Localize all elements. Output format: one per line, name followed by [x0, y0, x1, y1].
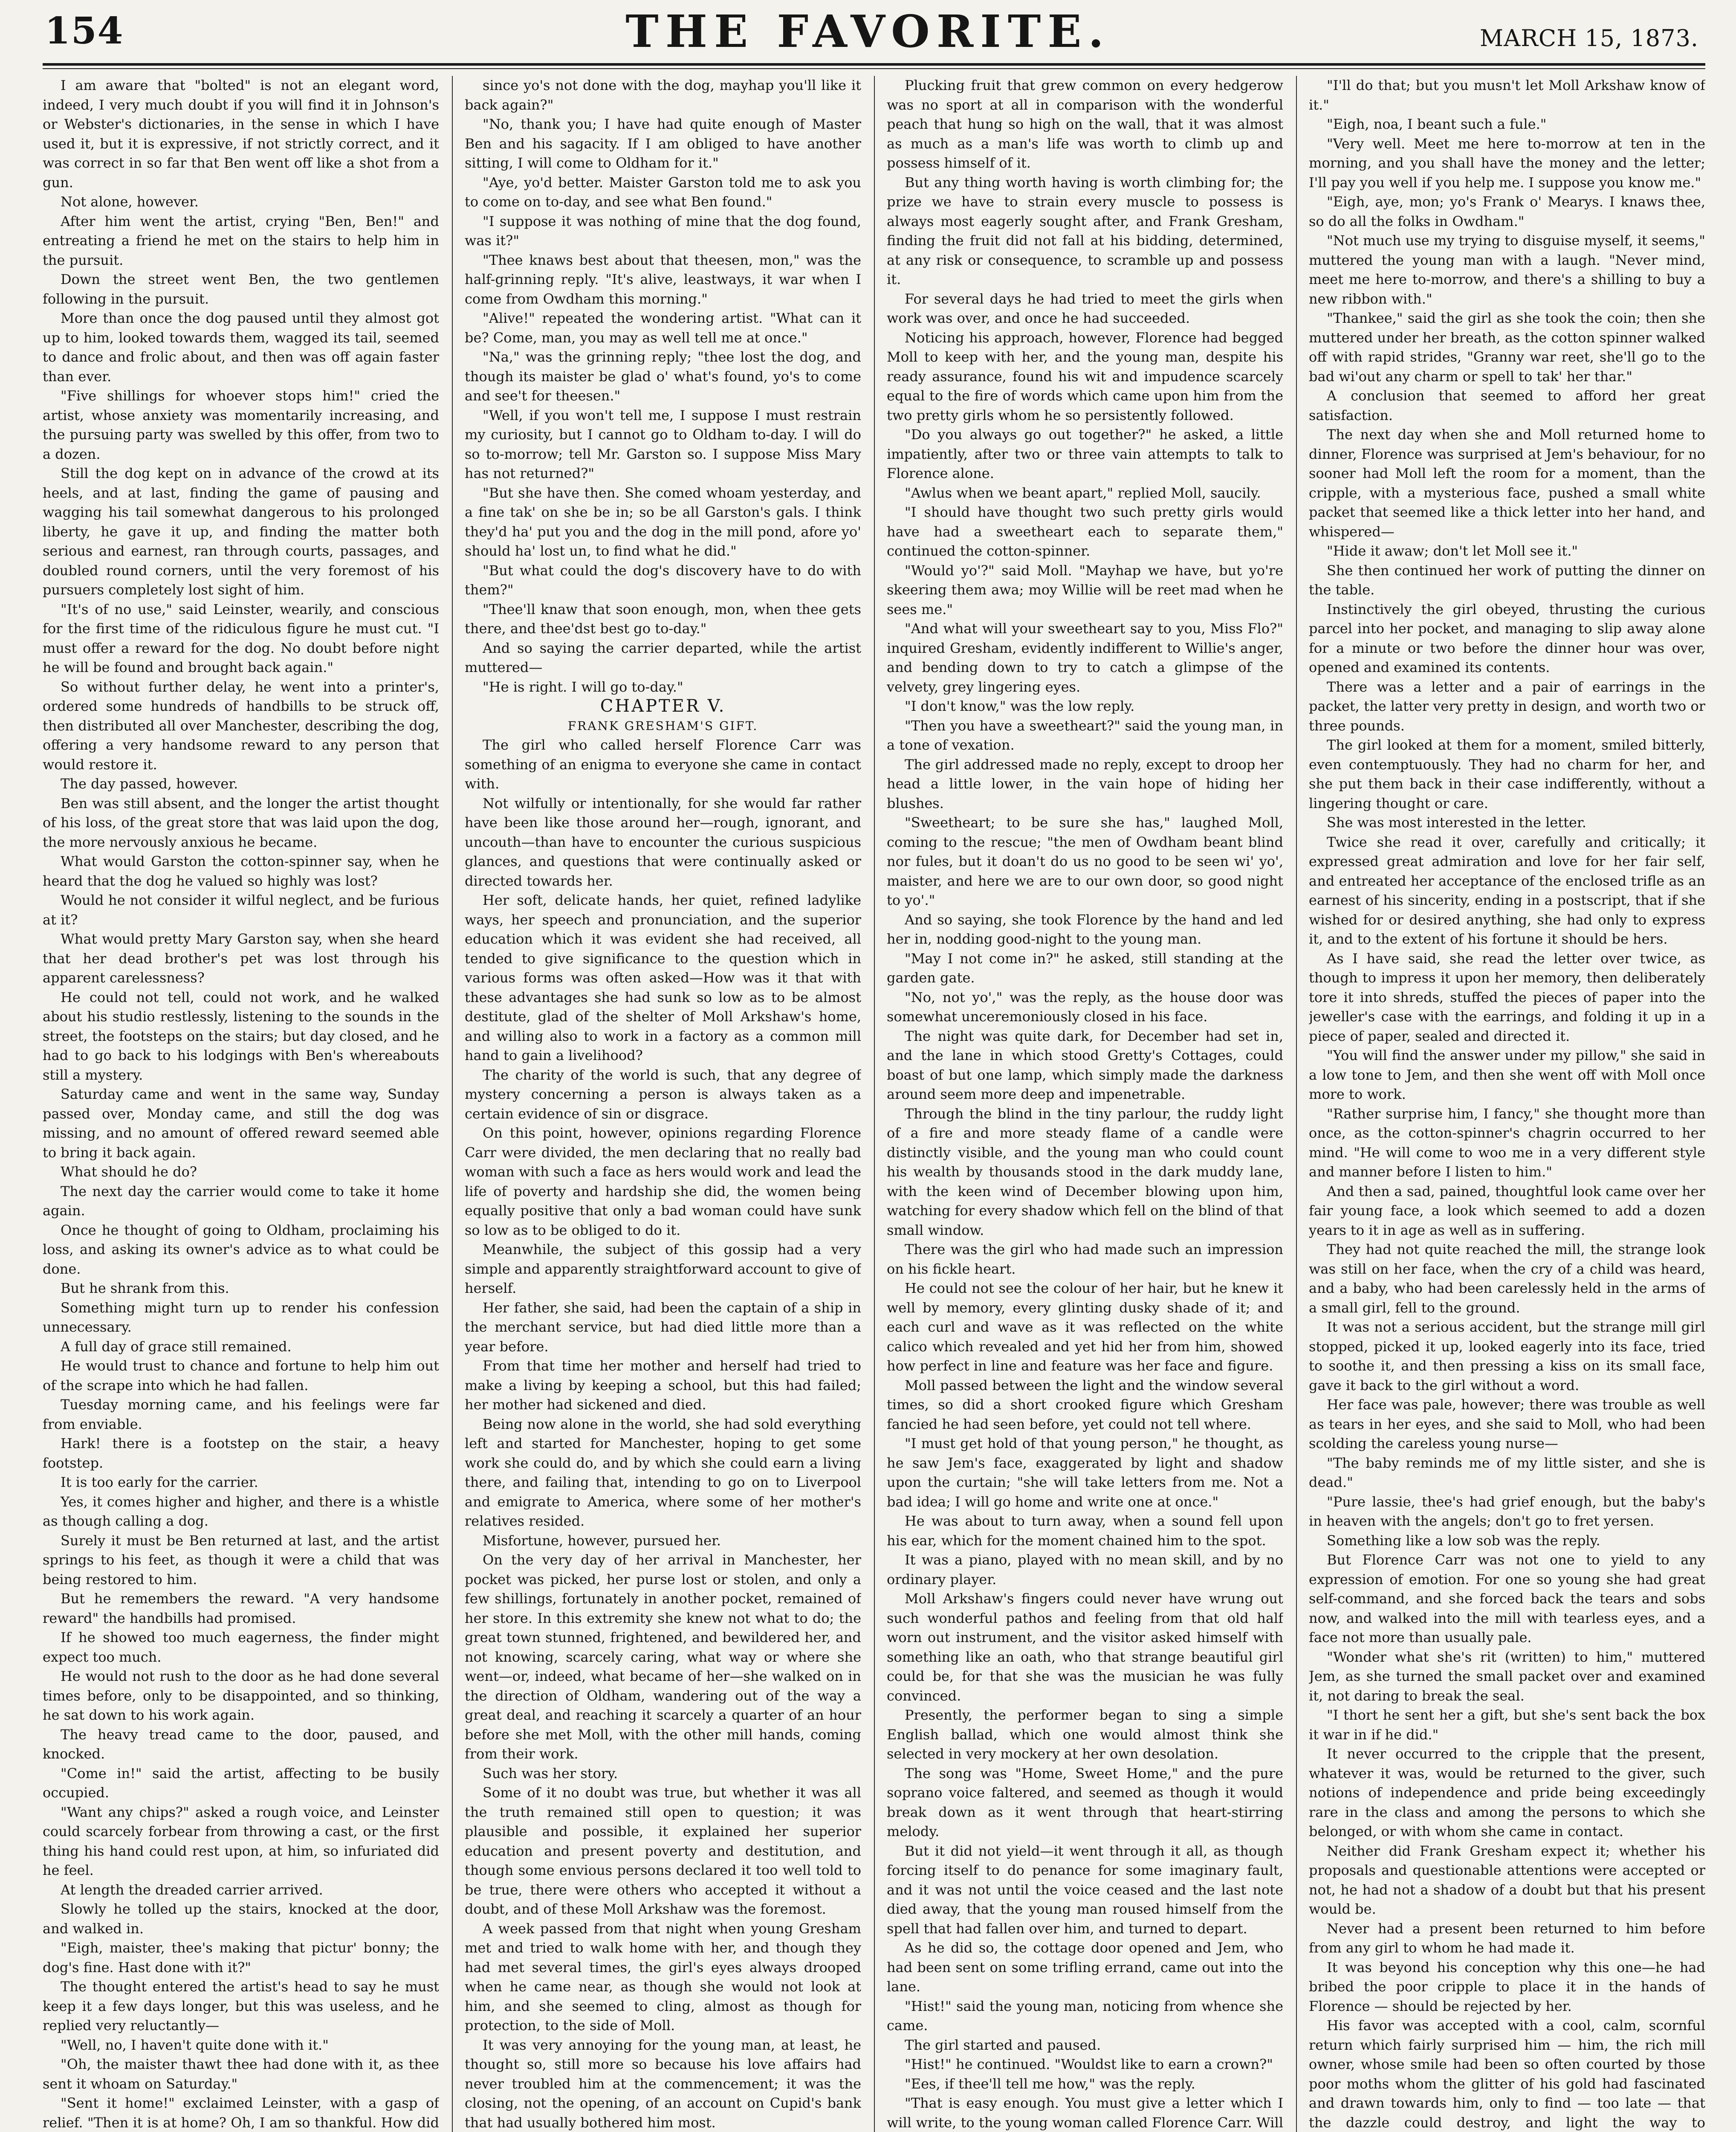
paragraph: He was about to turn away, when a sound fell upon his ear, which for the moment chained him to the spot.	[887, 1513, 1283, 1549]
paragraph: There was a letter and a pair of earrings in the packet, the latter very pretty in design, and worth two or three pounds.	[1309, 678, 1705, 734]
masthead-title: THE FAVORITE.	[625, 5, 1111, 58]
paragraph: It was very annoying for the young man, at least, he thought so, still more so because his love affairs had never troubled him at the commencement; it was the closing, not the opening, of an account on Cupid's bank that had usually bothered him most.	[465, 2036, 861, 2131]
paragraph: And then a sad, pained, thoughtful look came over her fair young face, a look which seemed to add a dozen years to it in age as well as in suffering.	[1309, 1183, 1705, 1238]
paragraph: Her father, she said, had been the captain of a ship in the merchant service, but had died little more than a year before.	[465, 1299, 861, 1355]
paragraph: "May I not come in?" he asked, still standing at the garden gate.	[887, 950, 1283, 986]
paragraph: Ben was still absent, and the longer the artist thought of his loss, of the great store that was laid upon the dog, the more nervously anxious he became.	[43, 795, 439, 850]
paragraph: "Na," was the grinning reply; "thee lost the dog, and though its maister be glad o' what's found, yo's to come and see't for theesen."	[465, 349, 861, 404]
paragraph: Presently, the performer began to sing a simple English ballad, which one would almost think she selected in very mockery at her own desolation.	[887, 1707, 1283, 1762]
paragraph: "Five shillings for whoever stops him!" cried the artist, whose anxiety was momentarily increasing, and the pursuing party was swelled by this offer, from two to a dozen.	[43, 388, 439, 462]
paragraph: But he remembers the reward. "A very handsome reward" the handbills had promised.	[43, 1590, 439, 1626]
paragraph: He could not tell, could not work, and he walked about his studio restlessly, listening to the sounds in the street, the footsteps on the stairs; but day closed, and he had to go back to his lodgings with Ben's whereabouts still a mystery.	[43, 989, 439, 1083]
paragraph: The thought entered the artist's head to say he must keep it a few days longer, but this was useless, and he replied very reluctantly—	[43, 1978, 439, 2034]
paragraph: Meanwhile, the subject of this gossip had a very simple and apparently straightforward account to give of herself.	[465, 1241, 861, 1296]
paragraph: "I'll do that; but you musn't let Moll Arkshaw know of it."	[1309, 77, 1705, 113]
paragraph: Something like a low sob was the reply.	[1327, 1532, 1600, 1549]
paragraph: Moll passed between the light and the window several times, so did a short crooked figure which Gresham fancied he had seen before, yet could not tell where.	[887, 1377, 1283, 1432]
paragraph: But it did not yield—it went through it all, as though forcing itself to do penance for some imaginary fault, and it was not until the voice ceased and the last note died away, that the young man roused himself from the spell that had fallen over him, and turned to depart.	[887, 1842, 1283, 1937]
paragraph: What would Garston the cotton-spinner say, when he heard that the dog he valued so highly was lost?	[43, 853, 439, 889]
paragraph: "Come in!" said the artist, affecting to be busily occupied.	[43, 1765, 439, 1801]
paragraph: Such was her story.	[483, 1765, 618, 1781]
page-number: 154	[45, 9, 124, 52]
paragraph: If he showed too much eagerness, the finder might expect too much.	[43, 1629, 439, 1665]
paragraph: The girl looked at them for a moment, smiled bitterly, even contemptuously. They had no charm for her, and she put them back in their case indifferently, without a lingering thought or care.	[1309, 737, 1705, 811]
paragraph: Her soft, delicate hands, her quiet, refined ladylike ways, her speech and pronunciation, and the superior education which it was evident she had received, all tended to give significance to the question which in various forms was often asked—How was it that with these advantages she had sunk so low as to be almost destitute, glad of the shelter of Moll Arkshaw's home, and willing also to work in a factory as a common mill hand to gain a livelihood?	[465, 892, 861, 1063]
paragraph: "Eigh, maister, thee's making that pictur' bonny; the dog's fine. Hast done with it?"	[43, 1940, 439, 1976]
paragraph: "Hist!" he continued. "Wouldst like to earn a crown?"	[905, 2056, 1273, 2072]
paragraph: The girl started and paused.	[905, 2036, 1101, 2053]
paragraph: More than once the dog paused until they almost got up to him, looked towards them, wagged its tail, seemed to dance and frolic about, and then was off again faster than ever.	[43, 310, 439, 385]
paragraph: He would trust to chance and fortune to help him out of the scrape into which he had fallen.	[43, 1358, 439, 1393]
paragraph: "Want any chips?" asked a rough voice, and Leinster could scarcely forbear from throwing a cast, or the first thing his hand could rest upon, at him, so infuriated did he feel.	[43, 1804, 439, 1878]
paragraph: He would not rush to the door as he had done several times before, only to be disappointed, and so thinking, he sat down to his work again.	[43, 1668, 439, 1723]
paragraph: Tuesday morning came, and his feelings were far from enviable.	[43, 1396, 439, 1432]
paragraph: "I don't know," was the low reply.	[905, 698, 1135, 714]
paragraph: "Alive!" repeated the wondering artist. "What can it be? Come, man, you may as well tell me at once."	[465, 310, 861, 346]
paragraph: But Florence Carr was not one to yield to any expression of emotion. For one so young she had great self-command, and she forced back the tears and sobs now, and walked into the mill with tearless eyes, and a face not more than usually pale.	[1309, 1552, 1705, 1645]
column-divider	[452, 76, 453, 2132]
paragraph: "I should have thought two such pretty girls would have had a sweetheart each to separate them," continued the cotton-spinner.	[887, 504, 1283, 559]
paragraph: Slowly he tolled up the stairs, knocked at the door, and walked in.	[43, 1901, 439, 1937]
paragraph: Neither did Frank Gresham expect it; whether his proposals and questionable attentions were accepted or not, he had not a shadow of a doubt but that his present would be.	[1309, 1842, 1705, 1917]
paragraph: On the very day of her arrival in Manchester, her pocket was picked, her purse lost or stolen, and only a few shillings, fortunately in another pocket, remained of her store. In this extremity she knew not what to do; the great town stunned, frightened, and bewildered her, and not knowing, scarcely caring, what way or where she went—or, indeed, what became of her—she walked on in the direction of Oldham, wandering out of the way a great deal, and reaching it scarcely a quarter of an hour before she met Moll, with the other mill hands, coming from their work.	[465, 1552, 861, 1762]
paragraph: "Well, no, I haven't quite done with it."	[61, 2036, 329, 2053]
paragraph: It never occurred to the cripple that the present, whatever it was, would be returned to the giver, such notions of independence and pride being exceedingly rare in the class and among the persons to which she belonged, or with whom she came in contact.	[1309, 1746, 1705, 1839]
paragraph: The song was "Home, Sweet Home," and the pure soprano voice faltered, and seemed as though it would break down as it went through that heart-stirring melody.	[887, 1765, 1283, 1839]
paragraph: From that time her mother and herself had tried to make a living by keeping a school, but this had failed; her mother had sickened and died.	[465, 1358, 861, 1413]
header-rule-thick	[43, 63, 1705, 66]
column-2	[465, 76, 861, 2132]
paragraph: "Sweetheart; to be sure she has," laughed Moll, coming to the rescue; "the men of Owdham beant blind nor fules, but it doan't do us no good to be seen wi' yo', maister, and here we are to our own door, so good night to yo'."	[887, 814, 1283, 908]
paragraph: She was most interested in the letter.	[1327, 814, 1586, 831]
paragraph: "No, thank you; I have had quite enough of Master Ben and his sagacity. If I am obliged to have another sitting, I will come to Oldham for it."	[465, 116, 861, 171]
paragraph: Not alone, however.	[61, 194, 199, 210]
paragraph: Through the blind in the tiny parlour, the ruddy light of a fire and more steady flame of a candle were distinctly visible, and the young man who could count his wealth by thousands stood in the dark muddy lane, with the keen wind of December blowing upon him, watching for every shadow which fell on the blind of that small window.	[887, 1105, 1283, 1238]
paragraph: So without further delay, he went into a printer's, ordered some hundreds of handbills to be struck off, then distributed all over Manchester, describing the dog, offering a very handsome reward to any person that would restore it.	[43, 678, 439, 773]
paragraph: Never had a present been returned to him before from any girl to whom he had made it.	[1309, 1920, 1705, 1956]
paragraph: "Thee'll knaw that soon enough, mon, when thee gets there, and thee'dst best go to-day."	[465, 601, 861, 637]
column-4	[1309, 76, 1705, 2132]
paragraph: Saturday came and went in the same way, Sunday passed over, Monday came, and still the dog was missing, and no amount of offered reward seemed able to bring it back again.	[43, 1086, 439, 1161]
paragraph: Her face was pale, however; there was trouble as well as tears in her eyes, and she said to Moll, who had been scolding the careless young nurse—	[1309, 1396, 1705, 1451]
page-header	[0, 0, 1736, 64]
paragraph: "Eigh, aye, mon; yo's Frank o' Mearys. I knaws thee, so do all the folks in Owdham."	[1309, 194, 1705, 229]
paragraph: But he shrank from this.	[61, 1280, 229, 1296]
paragraph: "Sent it home!" exclaimed Leinster, with a gasp of relief. "Then it is at home? Oh, I am so thankful. How did	[43, 2095, 439, 2131]
paragraph: A conclusion that seemed to afford her great satisfaction.	[1309, 388, 1705, 423]
paragraph: A week passed from that night when young Gresham met and tried to walk home with her, and though they had met several times, the girl's eyes always drooped when he came near, as though she would not look at him, and she seemed to cling, almost as though for protection, to the side of Moll.	[465, 1920, 861, 2034]
paragraph: Being now alone in the world, she had sold everything left and started for Manchester, hoping to get some work she could do, and by which she could earn a living there, and failing that, intending to go on to Liverpool and emigrate to America, where some of her mother's relatives resided.	[465, 1416, 861, 1529]
paragraph: The heavy tread came to the door, paused, and knocked.	[43, 1726, 439, 1762]
issue-date: MARCH 15, 1873.	[1479, 25, 1698, 52]
paragraph: "But she have then. She comed whoam yesterday, and a fine tak' on she be in; so be all Garston's gals. I think they'd ha' put you and the dog in the mill pond, afore yo' should ha' lost un, to find what he did."	[465, 484, 861, 559]
paragraph: "Awlus when we beant apart," replied Moll, saucily.	[905, 484, 1261, 501]
paragraph: Down the street went Ben, the two gentlemen following in the pursuit.	[43, 271, 439, 307]
paragraph: Noticing his approach, however, Florence had begged Moll to keep with her, and the young man, despite his ready assurance, found his wit and impudence scarcely equal to the fire of words which came upon him from the two pretty girls whom he so persistently followed.	[887, 329, 1283, 423]
paragraph: What should he do?	[61, 1164, 197, 1180]
paragraph: "That is easy enough. You must give a letter which I will write, to the young woman called Florence Carr. Will	[887, 2095, 1283, 2131]
paragraph: "Wonder what she's rit (written) to him," muttered Jem, as she turned the small packet over and examined it, not daring to break the seal.	[1309, 1648, 1705, 1704]
paragraph: Something might turn up to render his confession unnecessary.	[43, 1299, 439, 1335]
paragraph: "Rather surprise him, I fancy," she thought more than once, as the cotton-spinner's chagrin occurred to her mind. "He will come to woo me in a very different style and manner before I listen to him."	[1309, 1105, 1705, 1180]
paragraph: It is too early for the carrier.	[61, 1474, 258, 1490]
paragraph: Instinctively the girl obeyed, thrusting the curious parcel into her pocket, and managing to slip away alone for a minute or two before the dinner hour was over, opened and examined its contents.	[1309, 601, 1705, 675]
chapter-heading: CHAPTER V.	[600, 696, 726, 716]
paragraph: At length the dreaded carrier arrived.	[61, 1881, 323, 1898]
paragraph: "Hide it awaw; don't let Moll see it."	[1327, 543, 1578, 559]
paragraph: She then continued her work of putting the dinner on the table.	[1309, 562, 1705, 598]
paragraph: His favor was accepted with a cool, calm, scornful return which fairly surprised him — him, the rich mill owner, whose smile had been so often courted by those poor moths whom the glitter of his gold had fascinated and drawn towards him, only to find — too late — that the dazzle could destroy, and light the way to	[1309, 2017, 1705, 2131]
paragraph: "He is right. I will go to-day."	[483, 678, 683, 695]
paragraph: Twice she read it over, carefully and critically; it expressed great admiration and love for her fair self, and entreated her acceptance of the enclosed trifle as an earnest of his sincerity, ending in a postscript, that if she wished for or desired anything, she had only to express it, and to the extent of his fortune it should be hers.	[1309, 834, 1705, 947]
paragraph: And so saying, she took Florence by the hand and led her in, nodding good-night to the young man.	[887, 911, 1283, 947]
text-columns	[43, 76, 1705, 2132]
paragraph: The day passed, however.	[61, 776, 238, 792]
paragraph: Hark! there is a footstep on the stair, a heavy footstep.	[43, 1435, 439, 1471]
paragraph: "And what will your sweetheart say to you, Miss Flo?" inquired Gresham, evidently indifferent to Willie's anger, and bending down to try to catch a glimpse of the velvety, grey lingering eyes.	[887, 620, 1283, 695]
paragraph: "Very well. Meet me here to-morrow at ten in the morning, and you shall have the money and the letter; I'll pay you well if you help me. I suppose you know me."	[1309, 135, 1705, 191]
paragraph: "The baby reminds me of my little sister, and she is dead."	[1309, 1454, 1705, 1490]
paragraph: "Ees, if thee'll tell me how," was the reply.	[905, 2075, 1195, 2092]
paragraph: On this point, however, opinions regarding Florence Carr were divided, the men declaring that no really bad woman with such a face as hers would work and lead the life of poverty and hardship she did, the women being equally positive that only a bad woman could have sunk so low as to be obliged to do it.	[465, 1125, 861, 1238]
paragraph: "Thee knaws best about that theesen, mon," was the half-grinning reply. "It's alive, leastways, it war when I come from Owdham this morning."	[465, 252, 861, 307]
paragraph: "It's of no use," said Leinster, wearily, and conscious for the first time of the ridiculous figure he must cut. "I must offer a reward for the dog. No doubt before night he will be found and brought back again."	[43, 601, 439, 675]
paragraph: "Eigh, noa, I beant such a fule."	[1327, 116, 1547, 132]
paragraph: For several days he had tried to meet the girls when work was over, and once he had succeeded.	[887, 290, 1283, 326]
column-3	[887, 76, 1283, 2132]
paragraph: "Would yo'?" said Moll. "Mayhap we have, but yo're skeering them awa; moy Willie will be reet mad when he sees me."	[887, 562, 1283, 617]
paragraph: The charity of the world is such, that any degree of mystery concerning a person is always taken as a certain evidence of sin or disgrace.	[465, 1066, 861, 1122]
paragraph: Yes, it comes higher and higher, and there is a whistle as though calling a dog.	[43, 1493, 439, 1529]
paragraph: "Then you have a sweetheart?" said the young man, in a tone of vexation.	[887, 717, 1283, 753]
paragraph: They had not quite reached the mill, the strange look was still on her face, when the cry of a child was heard, and a baby, who had been carelessly held in the arms of a small girl, fell to the ground.	[1309, 1241, 1705, 1316]
paragraph: "I thort he sent her a gift, but she's sent back the box it war in if he did."	[1309, 1707, 1705, 1743]
paragraph: Plucking fruit that grew common on every hedgerow was no sport at all in comparison with the wonderful peach that hung so high on the wall, that it was almost as much as a man's life was worth to climb up and possess himself of it.	[887, 77, 1283, 171]
header-rule-thin	[43, 68, 1705, 69]
paragraph: "Thankee," said the girl as she took the coin; then she muttered under her breath, as the cotton spinner walked off with rapid strides, "Granny war reet, she'll go to the bad wi'out any charm or spell to tak' her thar."	[1309, 310, 1705, 385]
column-divider	[874, 76, 875, 2132]
paragraph: A full day of grace still remained.	[61, 1338, 292, 1355]
paragraph: The girl who called herself Florence Carr was something of an enigma to everyone she came in contact with.	[465, 737, 861, 792]
column-divider	[1296, 76, 1297, 2132]
paragraph: "I suppose it was nothing of mine that the dog found, was it?"	[465, 213, 861, 249]
paragraph: It was a piano, played with no mean skill, and by no ordinary player.	[887, 1552, 1283, 1587]
paragraph: "I must get hold of that young person," he thought, as he saw Jem's face, exaggerated by light and shadow upon the curtain; "she will take letters from me. Not a bad idea; I will go home and write one at once."	[887, 1435, 1283, 1510]
paragraph: "Well, if you won't tell me, I suppose I must restrain my curiosity, but I cannot go to Oldham to-day. I will do so to-morrow; tell Mr. Garston so. I suppose Miss Mary has not returned?"	[465, 407, 861, 481]
paragraph: But any thing worth having is worth climbing for; the prize we have to strain every muscle to possess is always most eagerly sought after, and Frank Gresham, finding the fruit did not fall at his bidding, determined, at any risk or consequence, to scramble up and possess it.	[887, 174, 1283, 287]
paragraph: What would pretty Mary Garston say, when she heard that her dead brother's pet was lost through his apparent carelessness?	[43, 931, 439, 986]
paragraph: Some of it no doubt was true, but whether it was all the truth remained still open to question; it was plausible and possible, it explained her superior education and present poverty and destitution, and though some envious persons declared it too well told to be true, there were others who accepted it without a doubt, and of these Moll Arkshaw was the foremost.	[465, 1784, 861, 1917]
paragraph: Would he not consider it wilful neglect, and be furious at it?	[43, 892, 439, 928]
paragraph: Still the dog kept on in advance of the crowd at its heels, and at last, finding the game of pausing and wagging his tail somewhat dangerous to his prolonged liberty, he gave it up, and finding the matter both serious and earnest, ran through courts, passages, and doubled round corners, until the very foremost of his pursuers completely lost sight of him.	[43, 465, 439, 598]
paragraph: "But what could the dog's discovery have to do with them?"	[465, 562, 861, 598]
paragraph: He could not see the colour of her hair, but he knew it well by memory, every glinting dusky shade of it; and each curl and wave as it was reflected on the white calico which revealed and yet hid her from him, showed how perfect in line and feature was her face and figure.	[887, 1280, 1283, 1374]
paragraph: And so saying the carrier departed, while the artist muttered—	[465, 640, 861, 675]
paragraph: I am aware that "bolted" is not an elegant word, indeed, I very much doubt if you will find it in Johnson's or Webster's dictionaries, in the sense in which I have used it, but it is expressive, if not strictly correct, and it was correct in so far that Ben went off like a shot from a gun.	[43, 77, 439, 191]
paragraph: "No, not yo'," was the reply, as the house door was somewhat unceremoniously closed in his face.	[887, 989, 1283, 1025]
paragraph: Not wilfully or intentionally, for she would far rather have been like those around her—rough, ignorant, and uncouth—than have to encounter the curious suspicious glances, and questions that were continually asked or directed towards her.	[465, 795, 861, 889]
paragraph: Surely it must be Ben returned at last, and the artist springs to his feet, as though it were a child that was being restored to him.	[43, 1532, 439, 1587]
paragraph: Misfortune, however, pursued her.	[483, 1532, 721, 1549]
paragraph: As he did so, the cottage door opened and Jem, who had been sent on some trifling errand, came out into the lane.	[887, 1940, 1283, 1995]
paragraph: "Hist!" said the young man, noticing from whence she came.	[887, 1998, 1283, 2034]
paragraph: Once he thought of going to Oldham, proclaiming his loss, and asking its owner's advice as to what could be done.	[43, 1222, 439, 1277]
paragraph: There was the girl who had made such an impression on his fickle heart.	[887, 1241, 1283, 1277]
chapter-subtitle: FRANK GRESHAM'S GIFT.	[567, 718, 758, 733]
paragraph: "Oh, the maister thawt thee had done with it, as thee sent it whoam on Saturday."	[43, 2056, 439, 2092]
paragraph: "Pure lassie, thee's had grief enough, but the baby's in heaven with the angels; don't go to fret yersen.	[1309, 1493, 1705, 1529]
paragraph: The night was quite dark, for December had set in, and the lane in which stood Gretty's Cottages, could boast of but one lamp, which simply made the darkness around seem more deep and impenetrable.	[887, 1028, 1283, 1102]
column-1	[43, 76, 439, 2132]
paragraph: The next day the carrier would come to take it home again.	[43, 1183, 439, 1219]
paragraph: "You will find the answer under my pillow," she said in a low tone to Jem, and then she went off with Moll once more to work.	[1309, 1047, 1705, 1102]
paragraph: "Aye, yo'd better. Maister Garston told me to ask you to come on to-day, and see what Ben found."	[465, 174, 861, 210]
paragraph: The girl addressed made no reply, except to droop her head a little lower, in the vain hope of hiding her blushes.	[887, 756, 1283, 811]
paragraph: "Not much use my trying to disguise myself, it seems," muttered the young man with a laugh. "Never mind, meet me here to-morrow, and there's a shilling to buy a new ribbon with."	[1309, 232, 1705, 307]
paragraph: since yo's not done with the dog, mayhap you'll like it back again?"	[465, 77, 861, 113]
paragraph: It was not a serious accident, but the strange mill girl stopped, picked it up, looked eagerly into its face, tried to soothe it, and then pressing a kiss on its small face, gave it back to the girl without a word.	[1309, 1319, 1705, 1393]
paragraph: Moll Arkshaw's fingers could never have wrung out such wonderful pathos and feeling from that old half worn out instrument, and the visitor asked himself with something like an oath, who that strange beautiful girl could be, for that she was the musician he was fully convinced.	[887, 1590, 1283, 1704]
paragraph: It was beyond his conception why this one—he had bribed the poor cripple to place it in the hands of Florence — should be rejected by her.	[1309, 1959, 1705, 2014]
paragraph: "Do you always go out together?" he asked, a little impatiently, after two or three vain attempts to talk to Florence alone.	[887, 426, 1283, 481]
paragraph: The next day when she and Moll returned home to dinner, Florence was surprised at Jem's behaviour, for no sooner had Moll left the room for a moment, than the cripple, with a mysterious face, pushed a small white packet that seemed like a thick letter into her hand, and whispered—	[1309, 426, 1705, 540]
paragraph: As I have said, she read the letter over twice, as though to impress it upon her memory, then deliberately tore it into shreds, stuffed the pieces of paper into the jeweller's case with the earrings, and folding it up in a piece of paper, sealed and directed it.	[1309, 950, 1705, 1044]
paragraph: After him went the artist, crying "Ben, Ben!" and entreating a friend he met on the stairs to help him in the pursuit.	[43, 213, 439, 268]
